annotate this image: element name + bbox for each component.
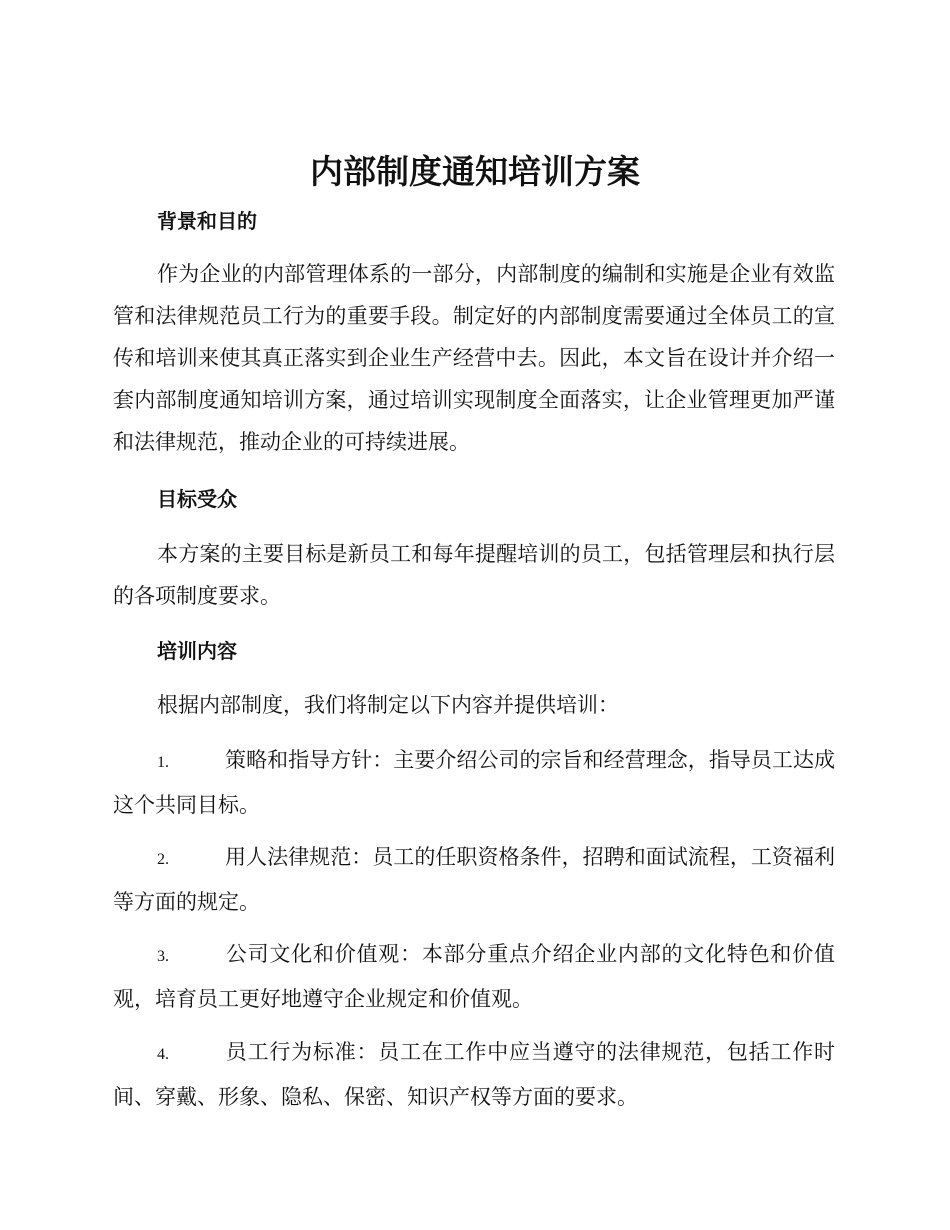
list-item — [113, 1031, 835, 1118]
list-item-text: 员工行为标准：员工在工作中应当遵守的法律规范，包括工作时间、穿戴、形象、隐私、保密、知识产权等方面的要求。 — [113, 1040, 835, 1109]
list-item — [113, 836, 835, 923]
list-item — [113, 933, 835, 1020]
list-item-number: 2. — [157, 851, 169, 868]
list-item-text: 用人法律规范：员工的任职资格条件，招聘和面试流程，工资福利等方面的规定。 — [113, 845, 835, 914]
list-item-number: 3. — [157, 948, 169, 965]
section-heading-audience: 目标受众 — [157, 487, 237, 511]
list-item-number: 1. — [157, 754, 169, 771]
list-item-number: 4. — [157, 1046, 169, 1063]
section-heading-background: 背景和目的 — [157, 209, 257, 233]
section-paragraph-background: 作为企业的内部管理体系的一部分，内部制度的编制和实施是企业有效监管和法律规范员工行为的重要手段。制定好的内部制度需要通过全体员工的宣传和培训来使其真正落实到企业生产经营中去。因此，本文旨在设计并介绍一套内部制度通知培训方案，通过培训实现制度全面落实，让企业管理更加严谨和法律规范，推动企业的可持续进展。 — [113, 262, 835, 454]
list-item — [113, 739, 835, 826]
section-paragraph-content: 根据内部制度，我们将制定以下内容并提供培训： — [157, 693, 619, 717]
document-title: 内部制度通知培训方案 — [310, 152, 640, 191]
list-item-text: 公司文化和价值观：本部分重点介绍企业内部的文化特色和价值观，培育员工更好地遵守企业规定和价值观。 — [113, 942, 835, 1011]
section-heading-content: 培训内容 — [157, 639, 237, 663]
list-item-text: 策略和指导方针：主要介绍公司的宗旨和经营理念，指导员工达成这个共同目标。 — [113, 748, 835, 817]
section-paragraph-audience: 本方案的主要目标是新员工和每年提醒培训的员工，包括管理层和执行层的各项制度要求。 — [113, 542, 835, 608]
